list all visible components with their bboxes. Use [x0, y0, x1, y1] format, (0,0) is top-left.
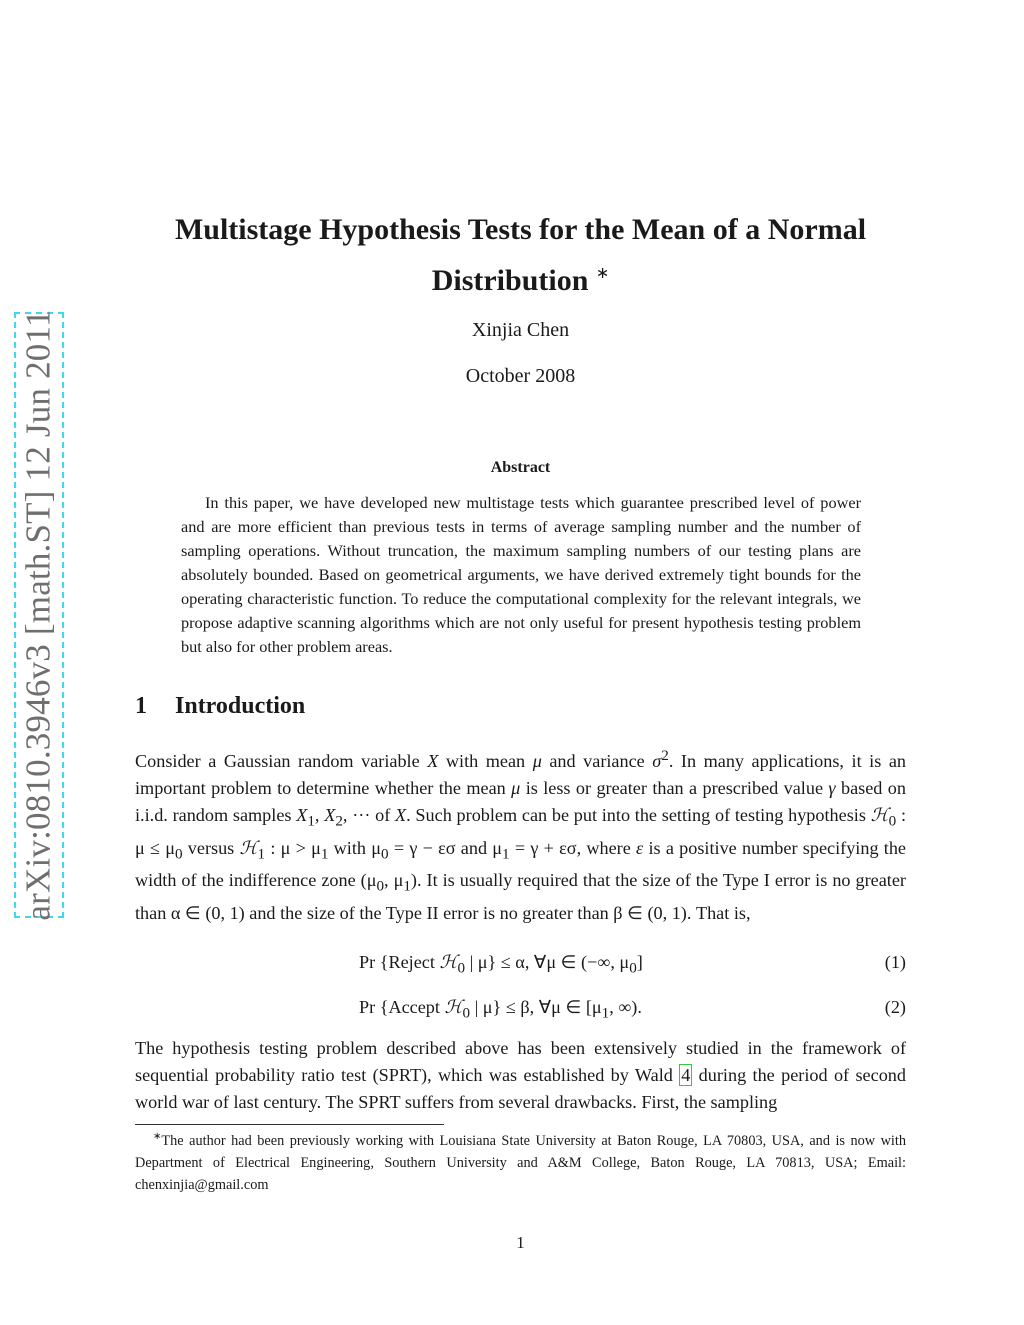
equation-1: [135, 952, 906, 978]
footnote-mark: ∗: [153, 1131, 162, 1142]
section-number: 1: [135, 693, 147, 719]
section-title: Introduction: [175, 693, 306, 719]
equation-2: [135, 997, 906, 1023]
citation-link[interactable]: 4: [681, 1065, 691, 1085]
equation-2-number: (2): [884, 997, 906, 1017]
author-name: Xinjia Chen: [471, 319, 570, 341]
paper-title: [135, 208, 906, 303]
equation-1-number: (1): [884, 952, 906, 972]
page-number: 1: [516, 1233, 525, 1252]
section-heading-introduction: [135, 693, 305, 720]
paper-title-text: Multistage Hypothesis Tests for the Mean of a Normal Distribution: [174, 213, 867, 297]
footnote: [135, 1126, 906, 1196]
abstract-text: In this paper, we have developed new multistage tests which guarantee prescribed level of power and are more efficient than previous tests in terms of average sampling number and the number of sampling operations. Without truncation, the maximum sampling numbers of our testing plans are absolutely bounded. Based on geometrical arguments, we have derived extremely tight bounds for the operating characteristic function. To reduce the computational complexity for the relevant integrals, we propose adaptive scanning algorithms which are not only useful for present hypothesis testing problem but also for other problem areas.: [181, 493, 861, 656]
intro-paragraph-2: The hypothesis testing problem described above has been extensively studied in the framework of sequential probability ratio test (SPRT), which was established by Wald 4 during the period of second world war of last century. The SPRT suffers from several drawbacks. First, the sampling: [135, 1038, 906, 1112]
equation-2-body: Pr {Accept ℋ$_0$ | μ} ≤ β, ∀μ ∈ [$\mu_1$, ∞).: [359, 997, 642, 1022]
paper-date: October 2008: [465, 365, 576, 387]
arxiv-watermark[interactable]: [14, 309, 64, 921]
intro-paragraph-1: Consider a Gaussian random variable X with mean μ and variance $\sigma^2$. In many applications, it is an important problem to determine whether the mean μ is less or greater than a prescribed value γ based on i.i.d. random samples $X_1$, $X_2$, ··· of X. Such problem can be put into the setting of testing hypothesis ℋ$_0$ : $\mu \le \mu_0$ versus ℋ$_1$ : $\mu > \mu_1$ with $\mu_0 = \gamma - \varepsilon\sigma$ and $\mu_1 = \gamma + \varepsilon\sigma$, where ε is a positive number specifying the width of the indifference zone ($\mu_0$, $\mu_1$). It is usually required that the size of the Type I error is no greater than α ∈ (0, 1) and the size of the Type II error is no greater than β ∈ (0, 1). That is,: [135, 747, 907, 923]
footnote-text: The author had been previously working with Louisiana State University at Baton Rouge, LA 70803, USA, and is now with Department of Electrical Engineering, Southern University and A&M College, Baton Rouge, LA 70813, USA; Email: chenxinjia@gmail.com: [135, 1132, 906, 1193]
footnote-rule: [135, 1124, 444, 1125]
title-footnote-mark[interactable]: ∗: [595, 265, 610, 282]
arxiv-watermark-text: arXiv:0810.3946v3 [math.ST] 12 Jun 2011: [19, 309, 58, 921]
abstract-heading: Abstract: [490, 459, 551, 476]
equation-1-body: Pr {Reject ℋ$_0$ | μ} ≤ α, ∀μ ∈ (−∞, $\mu_0$]: [359, 952, 643, 977]
